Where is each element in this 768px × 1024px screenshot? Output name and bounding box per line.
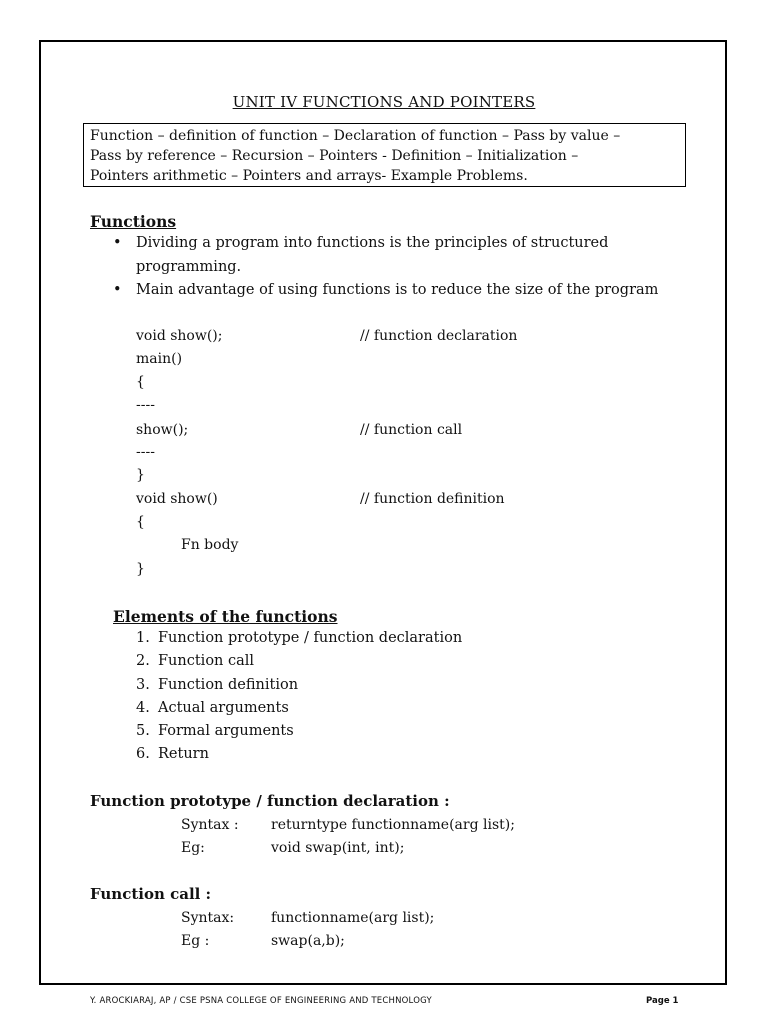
list-number: 3. <box>136 677 150 693</box>
list-item <box>136 653 255 669</box>
list-text: Formal arguments <box>158 723 294 739</box>
list-item <box>136 700 289 716</box>
bullet-item <box>113 282 659 298</box>
code-line: ---- <box>136 397 155 413</box>
code-line: show(); <box>136 422 189 438</box>
list-number: 1. <box>136 630 150 646</box>
syntax-value: returntype functionname(arg list); <box>271 817 515 833</box>
eg-value: swap(a,b); <box>271 933 345 949</box>
code-line: ---- <box>136 444 155 460</box>
syntax-label: Syntax: <box>181 910 235 926</box>
syntax-value: functionname(arg list); <box>271 910 435 926</box>
syntax-label: Syntax : <box>181 817 239 833</box>
page-title: UNIT IV FUNCTIONS AND POINTERS <box>232 93 536 111</box>
functions-heading: Functions <box>90 212 177 231</box>
bullet-icon: • <box>113 282 122 298</box>
code-comment: // function call <box>360 422 463 438</box>
list-text: Actual arguments <box>158 700 289 716</box>
list-text: Function call <box>158 653 255 669</box>
bullet-text: Dividing a program into functions is the principles of structured <box>136 235 609 251</box>
bullet-icon: • <box>113 235 122 251</box>
code-line: void show() <box>136 491 218 507</box>
list-text: Function definition <box>158 677 299 693</box>
list-item <box>136 677 299 693</box>
list-number: 5. <box>136 723 150 739</box>
bullet-item <box>113 235 609 251</box>
list-text: Return <box>158 746 209 762</box>
footer-author: Y. AROCKIARAJ, AP / CSE PSNA COLLEGE OF ENGINEERING AND TECHNOLOGY <box>90 996 432 1006</box>
list-item <box>136 630 463 646</box>
page-number: Page 1 <box>646 996 679 1006</box>
code-comment: // function definition <box>360 491 505 507</box>
code-line: } <box>136 467 145 483</box>
summary-line: Pass by reference – Recursion – Pointers - Definition – Initialization – <box>90 148 579 164</box>
list-text: Function prototype / function declaration <box>158 630 463 646</box>
code-line: main() <box>136 351 183 367</box>
list-number: 6. <box>136 746 150 762</box>
bullet-continuation: programming. <box>136 259 242 275</box>
code-line: Fn body <box>181 537 239 553</box>
code-line: { <box>136 514 145 530</box>
summary-line: Function – definition of function – Declaration of function – Pass by value – <box>90 128 621 144</box>
eg-label: Eg: <box>181 840 205 856</box>
list-number: 2. <box>136 653 150 669</box>
eg-value: void swap(int, int); <box>271 840 405 856</box>
list-item <box>136 746 209 762</box>
summary-line: Pointers arithmetic – Pointers and arrays- Example Problems. <box>90 168 528 184</box>
call-heading: Function call : <box>90 885 212 903</box>
list-item <box>136 723 294 739</box>
eg-label: Eg : <box>181 933 210 949</box>
code-line: } <box>136 561 145 577</box>
list-number: 4. <box>136 700 150 716</box>
summary-box <box>83 123 686 187</box>
bullet-text: Main advantage of using functions is to reduce the size of the program <box>136 282 659 298</box>
code-line: void show(); <box>136 328 223 344</box>
prototype-heading: Function prototype / function declaration : <box>90 792 450 810</box>
code-line: { <box>136 374 145 390</box>
elements-heading: Elements of the functions <box>113 607 338 626</box>
code-comment: // function declaration <box>360 328 518 344</box>
